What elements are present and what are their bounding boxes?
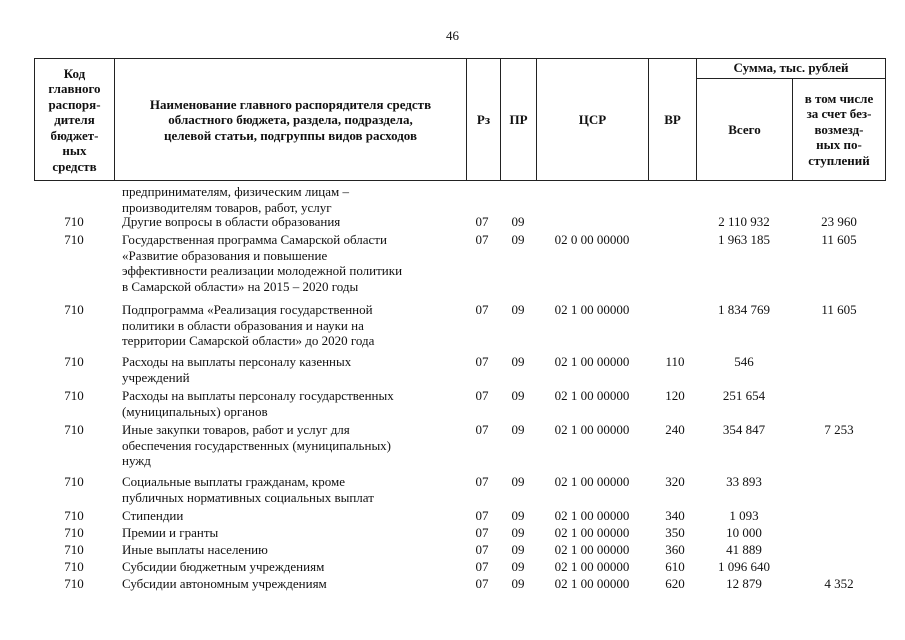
row-code: 710 <box>64 542 84 557</box>
header-divider <box>885 58 886 181</box>
row-csr: 02 1 00 00000 <box>554 474 630 489</box>
row-rz: 07 <box>475 559 489 574</box>
row-csr: 02 1 00 00000 <box>554 388 630 403</box>
row-vr: 340 <box>665 508 685 523</box>
row-rz: 07 <box>475 542 489 557</box>
row-csr: 02 1 00 00000 <box>554 302 630 317</box>
row-code: 710 <box>64 354 84 369</box>
row-total: 10 000 <box>726 525 762 540</box>
row-incl: 4 352 <box>824 576 854 591</box>
row-pr: 09 <box>511 474 525 489</box>
row-pr: 09 <box>511 354 525 369</box>
row-code: 710 <box>64 474 84 489</box>
row-name: Социальные выплаты гражданам, кроме публичных нормативных социальных выплат <box>122 474 374 505</box>
row-vr: 110 <box>665 354 685 369</box>
row-csr: 02 1 00 00000 <box>554 354 630 369</box>
row-total: 12 879 <box>726 576 762 591</box>
row-total: 251 654 <box>722 388 766 403</box>
row-rz: 07 <box>475 354 489 369</box>
row-incl: 11 605 <box>821 302 857 317</box>
row-vr: 120 <box>665 388 685 403</box>
row-rz: 07 <box>475 474 489 489</box>
row-pr: 09 <box>511 508 525 523</box>
row-total: 546 <box>734 354 754 369</box>
row-code: 710 <box>64 232 84 247</box>
row-csr: 02 1 00 00000 <box>554 422 630 437</box>
row-code: 710 <box>64 388 84 403</box>
row-pr: 09 <box>511 302 525 317</box>
row-csr: 02 1 00 00000 <box>554 508 630 523</box>
row-pr: 09 <box>511 576 525 591</box>
row-code: 710 <box>64 508 84 523</box>
row-rz: 07 <box>475 508 489 523</box>
header-total: Всего <box>728 121 761 137</box>
row-incl: 23 960 <box>821 214 857 229</box>
header-pr: ПР <box>509 112 528 128</box>
row-pr: 09 <box>511 422 525 437</box>
row-name: Стипендии <box>122 508 184 523</box>
header-name: Наименование главного распорядителя средств областного бюджета, раздела, подраздела, целевой статьи, подгруппы видов расходов <box>149 96 432 143</box>
row-total: 41 889 <box>726 542 762 557</box>
row-vr: 610 <box>665 559 685 574</box>
row-pr: 09 <box>511 214 525 229</box>
row-code: 710 <box>64 302 84 317</box>
row-name: Иные выплаты населению <box>122 542 268 557</box>
row-pr: 09 <box>511 542 525 557</box>
header-bottom-border <box>34 180 886 181</box>
row-csr: 02 1 00 00000 <box>554 576 630 591</box>
header-csr: ЦСР <box>578 112 607 128</box>
row-code: 710 <box>64 422 84 437</box>
row-code: 710 <box>64 214 84 229</box>
row-total: 1 834 769 <box>718 302 770 317</box>
row-code: 710 <box>64 525 84 540</box>
header-incl: в том числе за счет без- возмезд- ных по- ступлений <box>804 90 874 168</box>
row-name: Подпрограмма «Реализация государственной политики в области образования и науки на территории Самарской области» до 2020 года <box>122 302 375 348</box>
row-total: 2 110 932 <box>718 214 770 229</box>
row-vr: 360 <box>665 542 685 557</box>
row-rz: 07 <box>475 214 489 229</box>
row-rz: 07 <box>475 422 489 437</box>
header-rz: Рз <box>476 112 491 128</box>
page-number: 46 <box>446 28 459 43</box>
table-header <box>34 58 886 180</box>
row-name: Субсидии бюджетным учреждениям <box>122 559 325 574</box>
row-csr: 02 0 00 00000 <box>554 232 630 247</box>
row-pr: 09 <box>511 559 525 574</box>
row-total: 1 096 640 <box>718 559 770 574</box>
header-vr: ВР <box>664 112 681 128</box>
row-name: Государственная программа Самарской области «Развитие образования и повышение эффективности реализации молодежной политики в Самарской области» на 2015 – 2020 годы <box>122 232 403 294</box>
row-vr: 240 <box>665 422 685 437</box>
row-csr: 02 1 00 00000 <box>554 542 630 557</box>
row-vr: 320 <box>665 474 685 489</box>
row-name: Расходы на выплаты персоналу государственных (муниципальных) органов <box>122 388 394 419</box>
row-name: Премии и гранты <box>122 525 219 540</box>
header-code: Код главного распоря- дителя бюджет- ных средств <box>48 65 101 174</box>
header-sum: Сумма, тыс. рублей <box>733 60 849 76</box>
row-code: 710 <box>64 559 84 574</box>
row-name: Другие вопросы в области образования <box>122 214 341 229</box>
row-rz: 07 <box>475 232 489 247</box>
row-name: Иные закупки товаров, работ и услуг для обеспечения государственных (муниципальных) нужд <box>122 422 392 468</box>
row-name: Субсидии автономным учреждениям <box>122 576 327 591</box>
row-name: Расходы на выплаты персоналу казенных учреждений <box>122 354 352 385</box>
row-name: предпринимателям, физическим лицам – производителям товаров, работ, услуг <box>122 184 349 215</box>
row-pr: 09 <box>511 232 525 247</box>
row-pr: 09 <box>511 388 525 403</box>
row-rz: 07 <box>475 576 489 591</box>
row-csr: 02 1 00 00000 <box>554 525 630 540</box>
row-pr: 09 <box>511 525 525 540</box>
row-vr: 620 <box>665 576 685 591</box>
row-code: 710 <box>64 576 84 591</box>
row-total: 33 893 <box>726 474 762 489</box>
row-rz: 07 <box>475 525 489 540</box>
row-rz: 07 <box>475 388 489 403</box>
row-incl: 7 253 <box>824 422 854 437</box>
row-total: 354 847 <box>722 422 766 437</box>
row-incl: 11 605 <box>821 232 857 247</box>
row-vr: 350 <box>665 525 685 540</box>
row-total: 1 093 <box>729 508 759 523</box>
row-total: 1 963 185 <box>718 232 770 247</box>
row-csr: 02 1 00 00000 <box>554 559 630 574</box>
row-rz: 07 <box>475 302 489 317</box>
